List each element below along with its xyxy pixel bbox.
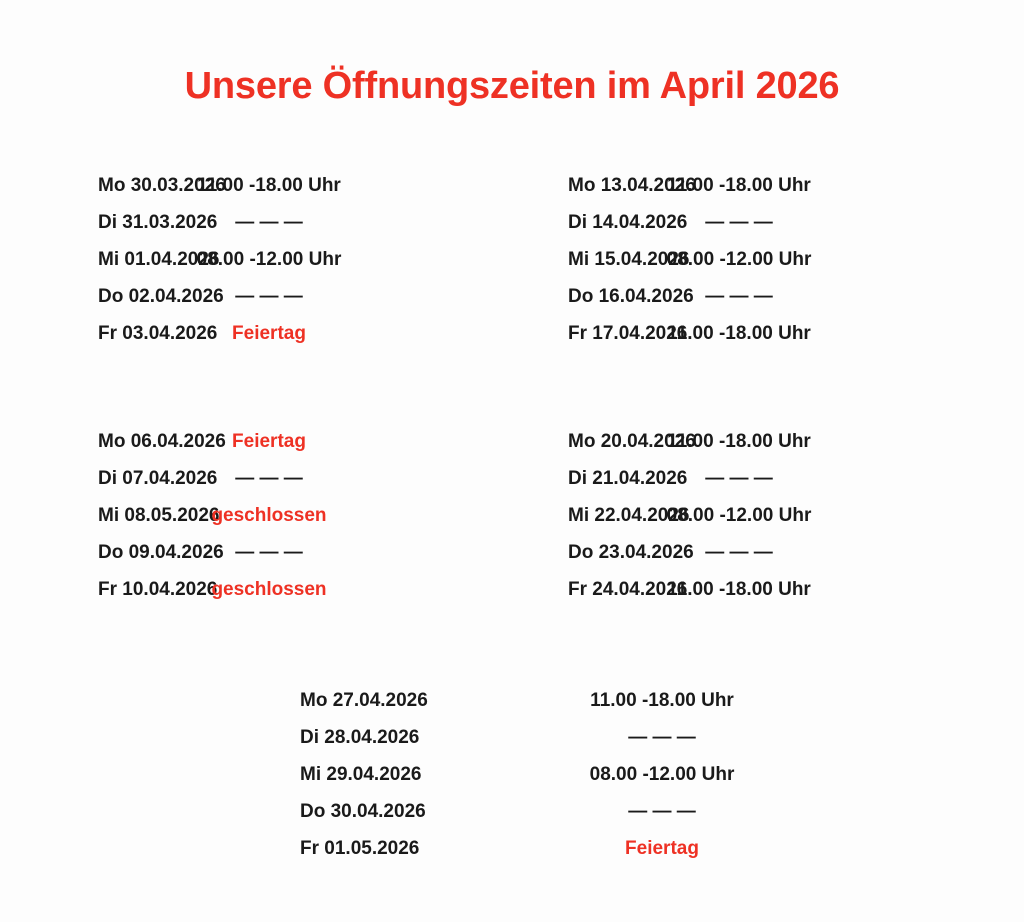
schedule-date: Mo 30.03.2026: [98, 175, 226, 196]
schedule-hours: 11.00 -18.00 Uhr: [667, 579, 811, 600]
schedule-hours: — — —: [628, 727, 696, 748]
schedule-date: Fr 03.04.2026: [98, 323, 218, 344]
schedule-date: Fr 01.05.2026: [300, 838, 420, 859]
schedule-date: Do 23.04.2026: [568, 542, 694, 563]
schedule-status: Feiertag: [625, 838, 699, 859]
schedule-date: Di 14.04.2026: [568, 212, 688, 233]
schedule-status: geschlossen: [211, 579, 327, 600]
schedule-date: Di 07.04.2026: [98, 468, 218, 489]
schedule-date: Fr 10.04.2026: [98, 579, 218, 600]
schedule-date: Mi 15.04.2026: [568, 249, 690, 270]
schedule-hours: — — —: [705, 468, 773, 489]
schedule-hours: — — —: [705, 212, 773, 233]
schedule-hours: 08.00 -12.00 Uhr: [666, 249, 812, 270]
schedule-status: Feiertag: [232, 431, 306, 452]
schedule-hours: 08.00 -12.00 Uhr: [589, 764, 735, 785]
schedule-date: Mo 20.04.2026: [568, 431, 696, 452]
schedule-hours: 11.00 -18.00 Uhr: [590, 690, 734, 711]
schedule-hours: 11.00 -18.00 Uhr: [667, 431, 811, 452]
schedule-date: Mo 06.04.2026: [98, 431, 226, 452]
schedule-hours: — — —: [235, 286, 303, 307]
schedule-hours: 11.00 -18.00 Uhr: [197, 175, 341, 196]
schedule-date: Di 21.04.2026: [568, 468, 688, 489]
schedule-date: Mi 29.04.2026: [300, 764, 422, 785]
schedule-hours: — — —: [235, 212, 303, 233]
schedule-hours: — — —: [235, 468, 303, 489]
schedule-hours: — — —: [705, 542, 773, 563]
schedule-date: Do 30.04.2026: [300, 801, 426, 822]
schedule-status: Feiertag: [232, 323, 306, 344]
schedule-date: Fr 24.04.2026: [568, 579, 688, 600]
schedule-hours: — — —: [628, 801, 696, 822]
schedule-date: Fr 17.04.2026: [568, 323, 688, 344]
schedule-status: geschlossen: [211, 505, 327, 526]
schedule-hours: 11.00 -18.00 Uhr: [667, 175, 811, 196]
schedule-hours: — — —: [705, 286, 773, 307]
schedule-date: Do 02.04.2026: [98, 286, 224, 307]
schedule-date: Mi 08.05.2026: [98, 505, 220, 526]
schedule-date: Mi 22.04.2026: [568, 505, 690, 526]
schedule-date: Mo 27.04.2026: [300, 690, 428, 711]
schedule-hours: — — —: [235, 542, 303, 563]
schedule-date: Mi 01.04.2026: [98, 249, 220, 270]
page-title: Unsere Öffnungszeiten im April 2026: [184, 65, 840, 107]
schedule-date: Do 16.04.2026: [568, 286, 694, 307]
schedule-hours: 08.00 -12.00 Uhr: [666, 505, 812, 526]
schedule-date: Mo 13.04.2026: [568, 175, 696, 196]
schedule-hours: 11.00 -18.00 Uhr: [667, 323, 811, 344]
schedule-date: Do 09.04.2026: [98, 542, 224, 563]
schedule-hours: 08.00 -12.00 Uhr: [196, 249, 342, 270]
schedule-date: Di 28.04.2026: [300, 727, 420, 748]
schedule-date: Di 31.03.2026: [98, 212, 218, 233]
